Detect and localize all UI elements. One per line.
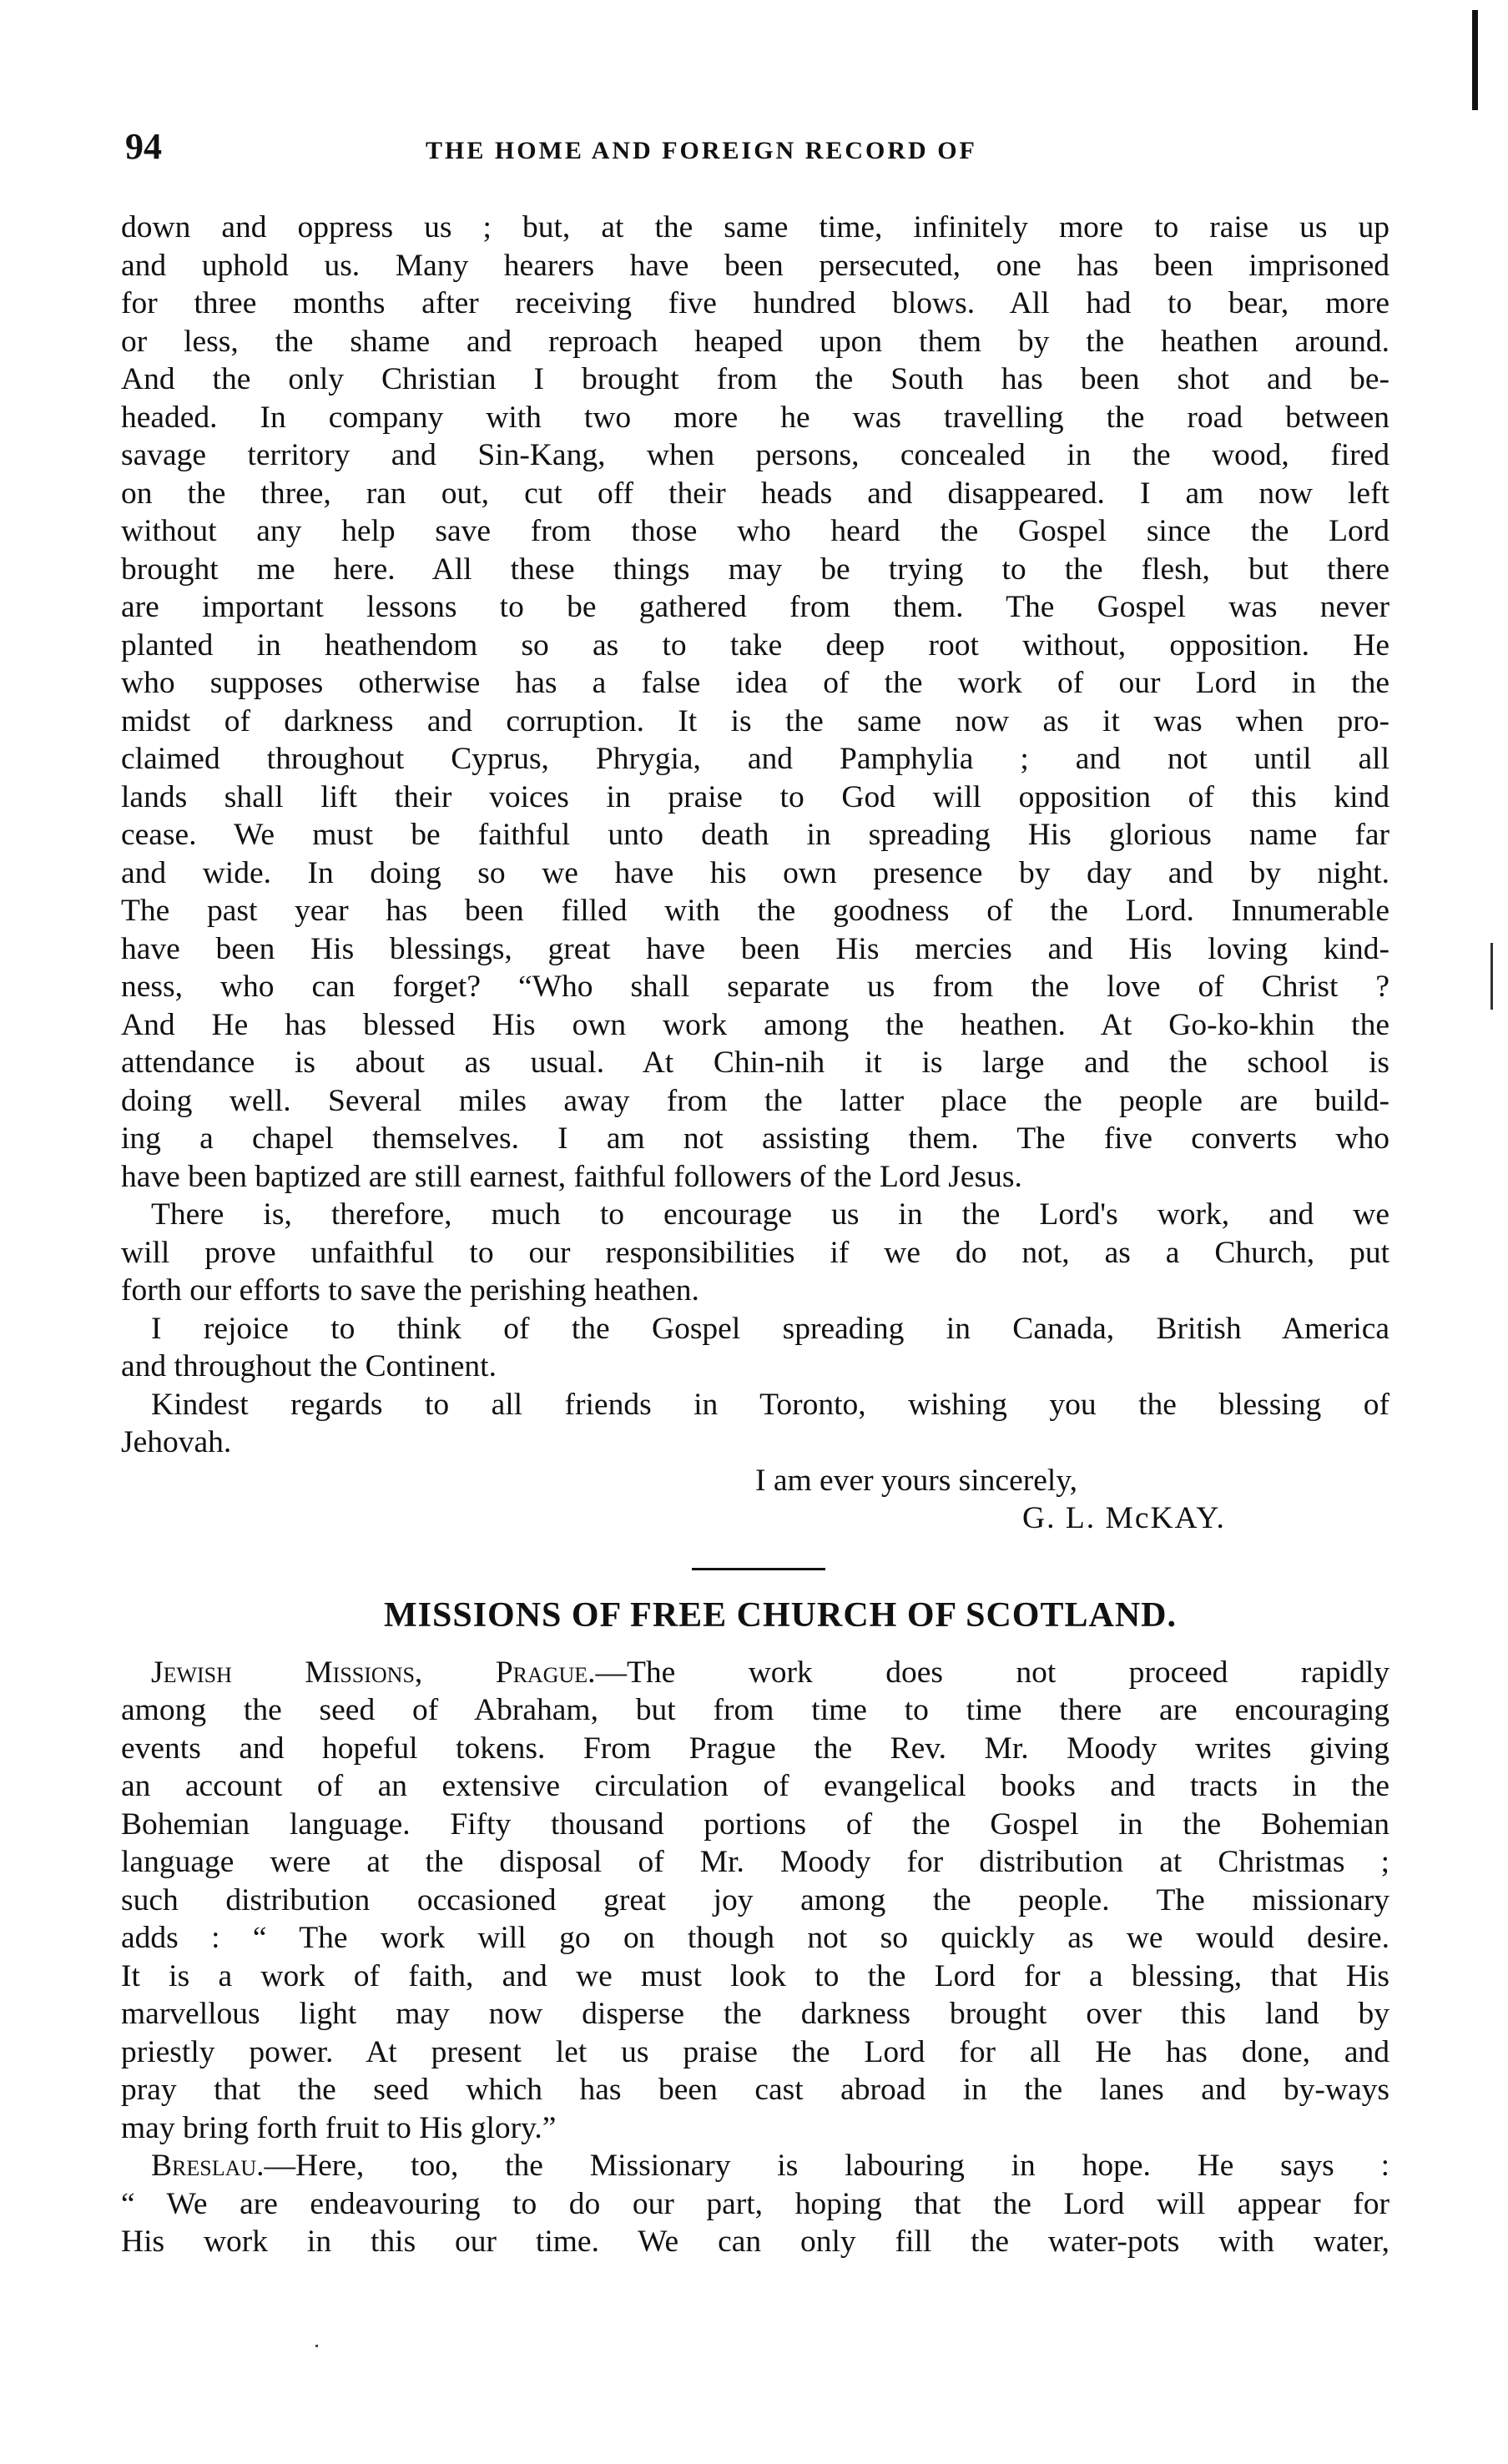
letter-line: doing well. Several miles away from the latter place the people are build- [121,1083,1389,1118]
letter-line: will prove unfaithful to our responsibilities if we do not, as a Church, put [121,1235,1389,1270]
article-line: priestly power. At present let us praise the Lord for all He has done, and [121,2034,1389,2069]
letter-line: The past year has been filled with the goodness of the Lord. Innumerable [121,894,1389,928]
body-text [121,209,1389,2261]
article-line [121,2147,1389,2185]
letter-line: for three months after receiving five hundred blows. All had to bear, more [121,286,1389,320]
running-head: THE HOME AND FOREIGN RECORD OF [426,137,977,164]
letter-signature: G. L. McKAY. [1022,1501,1226,1535]
letter-line: There is, therefore, much to encourage us in the Lord's work, and we [151,1197,1389,1232]
article-line: His work in this our time. We can only fill the water-pots with water, [121,2225,1389,2259]
letter-body [121,209,1389,1538]
page-number: 94 [125,126,162,167]
letter-line: headed. In company with two more he was travelling the road between [121,400,1389,435]
article-line: Bohemian language. Fifty thousand portions of the Gospel in the Bohemian [121,1806,1389,1842]
prague-paragraph [121,1654,1389,2148]
letter-line: on the three, ran out, cut off their heads and disappeared. I am now left [121,476,1389,511]
article-line: among the seed of Abraham, but from time to time there are encouraging [121,1693,1389,1727]
letter-line: and throughout the Continent. [121,1349,497,1383]
letter-line: cease. We must be faithful unto death in spreading His glorious name far [121,818,1389,852]
breslau-paragraph [121,2147,1389,2261]
section-title: MISSIONS OF FREE CHURCH OF SCOTLAND. [384,1595,1177,1635]
page-header [125,125,1410,175]
article-line: events and hopeful tokens. From Prague the Rev. Mr. Moody writes giving [121,1731,1389,1766]
letter-line: And the only Christian I brought from the South has been shot and be- [121,362,1389,396]
prague-heading: Jewish Missions, Prague. [151,1655,596,1690]
breslau-heading: Breslau. [151,2149,265,2183]
letter-line: without any help save from those who heard the Gospel since the Lord [121,514,1389,548]
letter-closing: I am ever yours sincerely, [755,1463,1077,1498]
letter-line: ing a chapel themselves. I am not assisting them. The five converts who [121,1121,1389,1156]
letter-line: Jehovah. [121,1425,232,1459]
letter-line: down and oppress us ; but, at the same time, infinitely more to raise us up [121,210,1389,244]
letter-line: midst of darkness and corruption. It is the same now as it was when pro- [121,703,1389,738]
letter-line: ness, who can forget? “Who shall separate us from the love of Christ ? [121,970,1389,1004]
article-line: may bring forth fruit to His glory.” [121,2110,557,2145]
letter-line: or less, the shame and reproach heaped upon them by the heathen around. [121,324,1389,359]
letter-line: claimed throughout Cyprus, Phrygia, and Pamphylia ; and not until all [121,742,1389,776]
letter-line: have been baptized are still earnest, faithful followers of the Lord Jesus. [121,1159,1022,1194]
letter-line: brought me here. All these things may be trying to the flesh, but there [121,552,1389,587]
article-line: language were at the disposal of Mr. Moody for distribution at Christmas ; [121,1845,1389,1879]
letter-line: And He has blessed His own work among the heathen. At Go-ko-khin the [121,1007,1389,1042]
letter-line: savage territory and Sin-Kang, when persons, concealed in the wood, fired [121,438,1389,472]
article-line: adds : “ The work will go on though not so quickly as we would desire. [121,1921,1389,1955]
article-line: pray that the seed which has been cast abroad in the lanes and by-ways [121,2073,1389,2107]
article-line: “ We are endeavouring to do our part, hoping that the Lord will appear for [121,2186,1389,2221]
page-edge-mark [1490,943,1493,1010]
article-line: marvellous light may now disperse the darkness brought over this land by [121,1997,1389,2031]
page-edge-rule [1472,10,1478,110]
stray-mark [315,2345,318,2347]
breslau-first-line: —Here, too, the Missionary is labouring in hope. He says : [264,2149,1389,2183]
letter-line: forth our efforts to save the perishing heathen. [121,1273,699,1308]
letter-line: Kindest regards to all friends in Toronto, wishing you the blessing of [151,1387,1389,1422]
article-line [121,1654,1389,1692]
section-divider [692,1568,825,1570]
prague-first-line: —The work does not proceed rapidly [595,1655,1389,1690]
letter-line: attendance is about as usual. At Chin-nih it is large and the school is [121,1046,1389,1080]
letter-line: are important lessons to be gathered from them. The Gospel was never [121,590,1389,624]
letter-line: have been His blessings, great have been His mercies and His loving kind- [121,931,1389,966]
letter-line: and uphold us. Many hearers have been persecuted, one has been imprisoned [121,248,1389,283]
letter-line: planted in heathendom so as to take deep root without, opposition. He [121,627,1389,663]
letter-line: and wide. In doing so we have his own presence by day and by night. [121,855,1389,890]
article-line: It is a work of faith, and we must look to the Lord for a blessing, that His [121,1958,1389,1993]
letter-line: I rejoice to think of the Gospel spreading in Canada, British America [151,1311,1389,1346]
article-line: such distribution occasioned great joy among the people. The missionary [121,1882,1389,1917]
letter-line: who supposes otherwise has a false idea of the work of our Lord in the [121,666,1389,700]
letter-line: lands shall lift their voices in praise to God will opposition of this kind [121,779,1389,814]
article-line: an account of an extensive circulation of evangelical books and tracts in the [121,1769,1389,1803]
